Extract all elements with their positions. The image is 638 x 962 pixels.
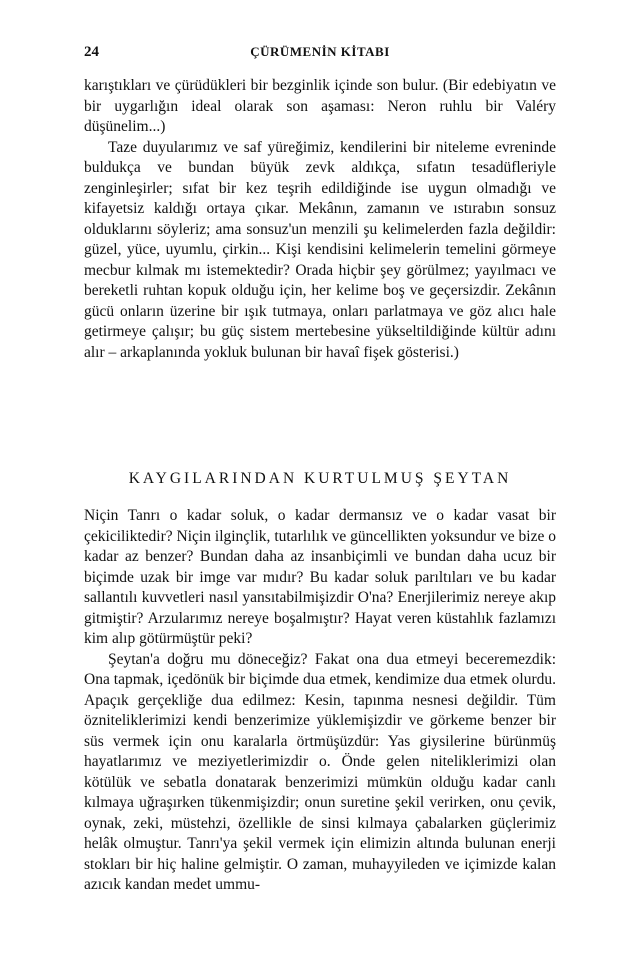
paragraph: Taze duyularımız ve saf yüreğimiz, kendilerini bir niteleme evreninde buldukça ve bundan büyük zevk aldıkça, sıfatın tesadüfleriyle zenginleşirler; sıfat bir kez teşrih edildiğinde ise uygun olmadığı ve kifayetsiz kaldığı ortaya çıkar. Mekânın, zamanın ve ıstırabın sonsuz olduklarını söyleriz; ama sonsuz'un menzili şu kelimelerden fazla değildir: güzel, yüce, uyumlu, çirkin... Kişi kendisini kelimelerin temelini görmeye mecbur kılmak mı istemektedir? Orada hiçbir şey görülmez; yayılmacı ve bereketli ruhtan kopuk olduğu için, her kelime boş ve geçersizdir. Zekânın gücü onların üzerine bir ışık tutmaya, onları parlatmaya ve göz alıcı hale getirmeye çalışır; bu güç sistem mertebesine yükseltildiğinde kültür adını alır – arkaplanında yokluk bulunan bir havaî fişek gösterisi.) (84, 138, 556, 361)
paragraph-continuation: karıştıkları ve çürüdükleri bir bezginlik içinde son bulur. (Bir edebiyatın ve bir uygarlığın ideal olarak son aşaması: Neron ruhlu bir Valéry düşünelim...) (84, 77, 556, 135)
running-title: ÇÜRÜMENİN KİTABI (250, 44, 390, 59)
section-heading: KAYGILARINDAN KURTULMUŞ ŞEYTAN (128, 470, 512, 487)
paragraph: Niçin Tanrı o kadar soluk, o kadar dermansız ve o kadar vasat bir çekiciliktedir? Niçin ilginçlik, tutarlılık ve güncellikten yoksundur ve bize o kadar az benzer? Bundan daha az insanbiçimli ve bundan daha ucuz bir biçimde uzak bir imge var mıdır? Bu kadar soluk parıltıları ve bu kadar sallantılı kuvvetleri nasıl yansıtabilmişizdir O'na? Enerjilerimiz nereye akıp gitmiştir? Arzularımız nereye boşalmıştır? Hayat veren küstahlık fazlamızı kim alıp götürmüştür peki? (84, 507, 556, 647)
page-number: 24 (84, 44, 99, 60)
text-block-bottom (84, 506, 556, 896)
page-header (84, 44, 556, 64)
text-block-top (84, 76, 556, 363)
paragraph: Şeytan'a doğru mu döneceğiz? Fakat ona dua etmeyi beceremezdik: Ona tapmak, içedönük bir biçimde dua etmek, kendimize dua etmek olurdu. Apaçık gerçekliğe dua edilmez: Kesin, tapınma nesnesi değildir. Tüm özniteliklerimizi kendi benzerimize yüklemişizdir ve görkeme benzer bir süs vermek için onu karalarla örtmüşüzdür: Yas giysilerine bürünmüş hayatlarımız ve meziyetlerimizdir o. Önde gelen niteliklerimizi olan kötülük ve sebatla donatarak benzerimizi mümkün olduğu kadar canlı kılmaya uğraşırken tükenmişizdir; onun suretine şekil verirken, onu çevik, oynak, zeki, müstehzi, özellikle de sinsi kılmaya çabalarken güçlerimiz helâk olmuştur. Tanrı'ya şekil vermek için elimizin altında bulunan enerji stokları bir hiç haline gelmiştir. O zaman, muhayyileden ve içimizde kalan azıcık kandan medet ummu- (84, 650, 556, 893)
